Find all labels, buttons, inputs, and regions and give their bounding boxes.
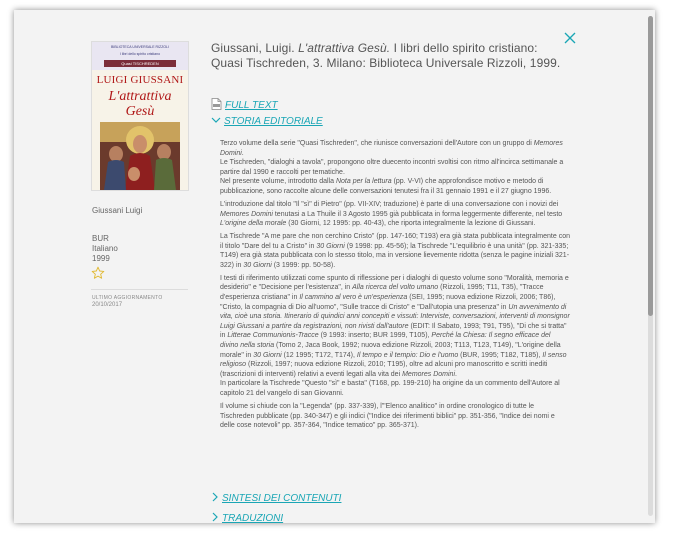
traduzioni-label[interactable]: TRADUZIONI — [222, 513, 284, 523]
sidebar-publication-info — [92, 234, 118, 264]
bibliographic-citation — [211, 41, 571, 71]
sintesi-contenuti-label[interactable]: SINTESI DEI CONTENUTI — [222, 493, 342, 504]
storia-paragraph: Il volume si chiude con la "Legenda" (pp. 337-339), l'"Elenco analitico" in ordine cronologico di tutte le Tischreden pubblicate (pp. 340-347) e gli indici ("Indice dei riferimenti biblici" pp. 351-356, "Indice dei nomi e delle cose notevoli" pp. 357-364, "Indice tematico" pp. 365-371). — [220, 403, 555, 430]
chevron-right-icon — [211, 512, 219, 523]
cover-title — [92, 89, 188, 119]
sintesi-contenuti-toggle[interactable] — [211, 492, 341, 505]
storia-paragraph: Terzo volume della serie "Quasi Tischreden", che riunisce conversazioni dell'Autore con un gruppo di Memores Domini. Le Tischreden, "dialoghi a tavola", propongono oltre duecento incontri svoltisi con ritmo all'incirca settimanale a partire dal 1990 e raccolti per tematiche. Nel presente volume, introdotto dalla Nota per la lettura (pp. V-VI) che approfondisce motivo e metodo di pubblicazione, sono raccolte alcune delle conversazioni tenutesi fra il 31 gennaio 1991 e il 27 giugno 1996. — [220, 140, 564, 195]
cover-title-line2: Gesù — [125, 104, 155, 119]
storia-paragraph: I testi di riferimento utilizzati come spunto di riflessione per i dialoghi di questo volume sono "Moralità, memoria e desiderio" e "Decisione per l'esistenza", in Alla ricerca del volto umano (Rizzoli, 1995; T11, T35), "Tracce d'esperienza cristiana" in Il cammino al vero è un'esperienza (SEI, 1995; nuova edizione Rizzoli, 2006; T86), "Cristo, la compagnia di Dio all'uomo", "Sulle tracce di Cristo" e "Dall'utopia una presenza" in Un avvenimento di vita, cioè una storia. Itinerario di quindici anni concepiti e vissuti: Interviste, conversazioni, interventi di monsignor Luigi Giussani a partire da registrazioni, non rivisti dall'autore (EDIT: Il Sabato, 1993; T91, T95), "Di che si tratta" in Litterae Communionis-Tracce (9 1993: inserto; BUR 1999, T105), Perché la Chiesa: Il segno efficace del divino nella storia (Tomo 2, Jaca Book, 1992; nuova edizione Rizzoli, 2003; T113, T123, T149), "L'origine della morale" in 30 Giorni (12 1995; T172, T174), Il tempo e il tempio: Dio e l'uomo (BUR, 1995; T182, T185), Il senso religioso (Rizzoli, 1997; nuova edizione Rizzoli, 2010; T195), oltre ad alcuni pro manoscritto e scritti inediti (trascrizioni di interventi) relativi a eventi legati alla vita dei Memores Domini. In particolare la Tischrede "Questo "sì" e basta" (T168, pp. 199-210) ha origine da un commento dell'Autore al capitolo 21 del vangelo di san Giovanni. — [220, 274, 570, 398]
book-cover — [91, 41, 189, 191]
chevron-right-icon — [211, 492, 219, 505]
scrollbar-thumb[interactable] — [648, 16, 653, 316]
cover-author: LUIGI GIUSSANI — [96, 74, 184, 86]
sidebar-year: 1999 — [92, 254, 110, 263]
last-update-label: ULTIMO AGGIORNAMENTO — [92, 295, 163, 301]
citation-title: L'attrattiva Gesù. — [298, 41, 391, 55]
cover-subseries: Quasi TISCHREDEN — [104, 60, 176, 67]
storia-paragraph: L'introduzione dal titolo "Il "sì" di Pietro" (pp. VII-XIV; traduzione) è parte di una conversazione con i novizi dei Memores Domini tenutasi a La Thuile il 3 Agosto 1995 già pubblicata in forma leggermente differente, nel testo L'origine della morale (30 Giorni, 12 1995: pp. 40-43), che riporta integralmente la lezione di Giussani. — [220, 200, 563, 228]
storia-editoriale-toggle[interactable] — [211, 116, 323, 127]
pdf-icon — [211, 98, 222, 113]
cover-series-line1: BIBLIOTECA UNIVERSALE RIZZOLI — [111, 45, 169, 49]
citation-details: I libri dello spirito cristiano: Quasi Tischreden, 3. Milano: Biblioteca Universale Rizzoli, 1999. — [211, 41, 561, 70]
storia-editoriale-content — [220, 139, 570, 434]
scrollbar[interactable] — [648, 16, 653, 516]
sidebar-divider — [91, 289, 188, 290]
cover-series-line2: I libri dello spirito cristiano — [119, 52, 161, 56]
sidebar-language: Italiano — [92, 244, 118, 253]
cover-painting — [100, 122, 180, 190]
sidebar-author: Giussani Luigi — [92, 206, 143, 215]
storia-editoriale-label[interactable]: STORIA EDITORIALE — [224, 116, 323, 127]
chevron-down-icon — [211, 116, 221, 127]
traduzioni-toggle[interactable] — [211, 512, 283, 523]
last-update-date: 20/10/2017 — [92, 302, 123, 308]
citation-author: Giussani, Luigi. — [211, 41, 295, 55]
record-modal — [14, 10, 655, 523]
cover-title-line1: L'attrattiva — [108, 89, 172, 104]
storia-paragraph: La Tischrede "A me pare che non cerchino Cristo" (pp. 147-160; T193) era già stata pubblicata integralmente con il titolo "Dare del tu a Cristo" in 30 Giorni (9 1998: pp. 45-56); la Tischrede "L'equilibrio è una unità" (pp. 321-335; T149) era già stata pubblicata con lo stesso titolo, ma in versione lievemente ridotta (senza le pagine iniziali 321-322) in 30 Giorni (3 1999: pp. 50-58). — [220, 233, 570, 269]
full-text-link[interactable] — [211, 98, 278, 113]
sidebar-series: BUR — [92, 234, 109, 243]
full-text-label[interactable]: FULL TEXT — [225, 100, 278, 111]
favorite-star-icon[interactable] — [91, 266, 105, 280]
